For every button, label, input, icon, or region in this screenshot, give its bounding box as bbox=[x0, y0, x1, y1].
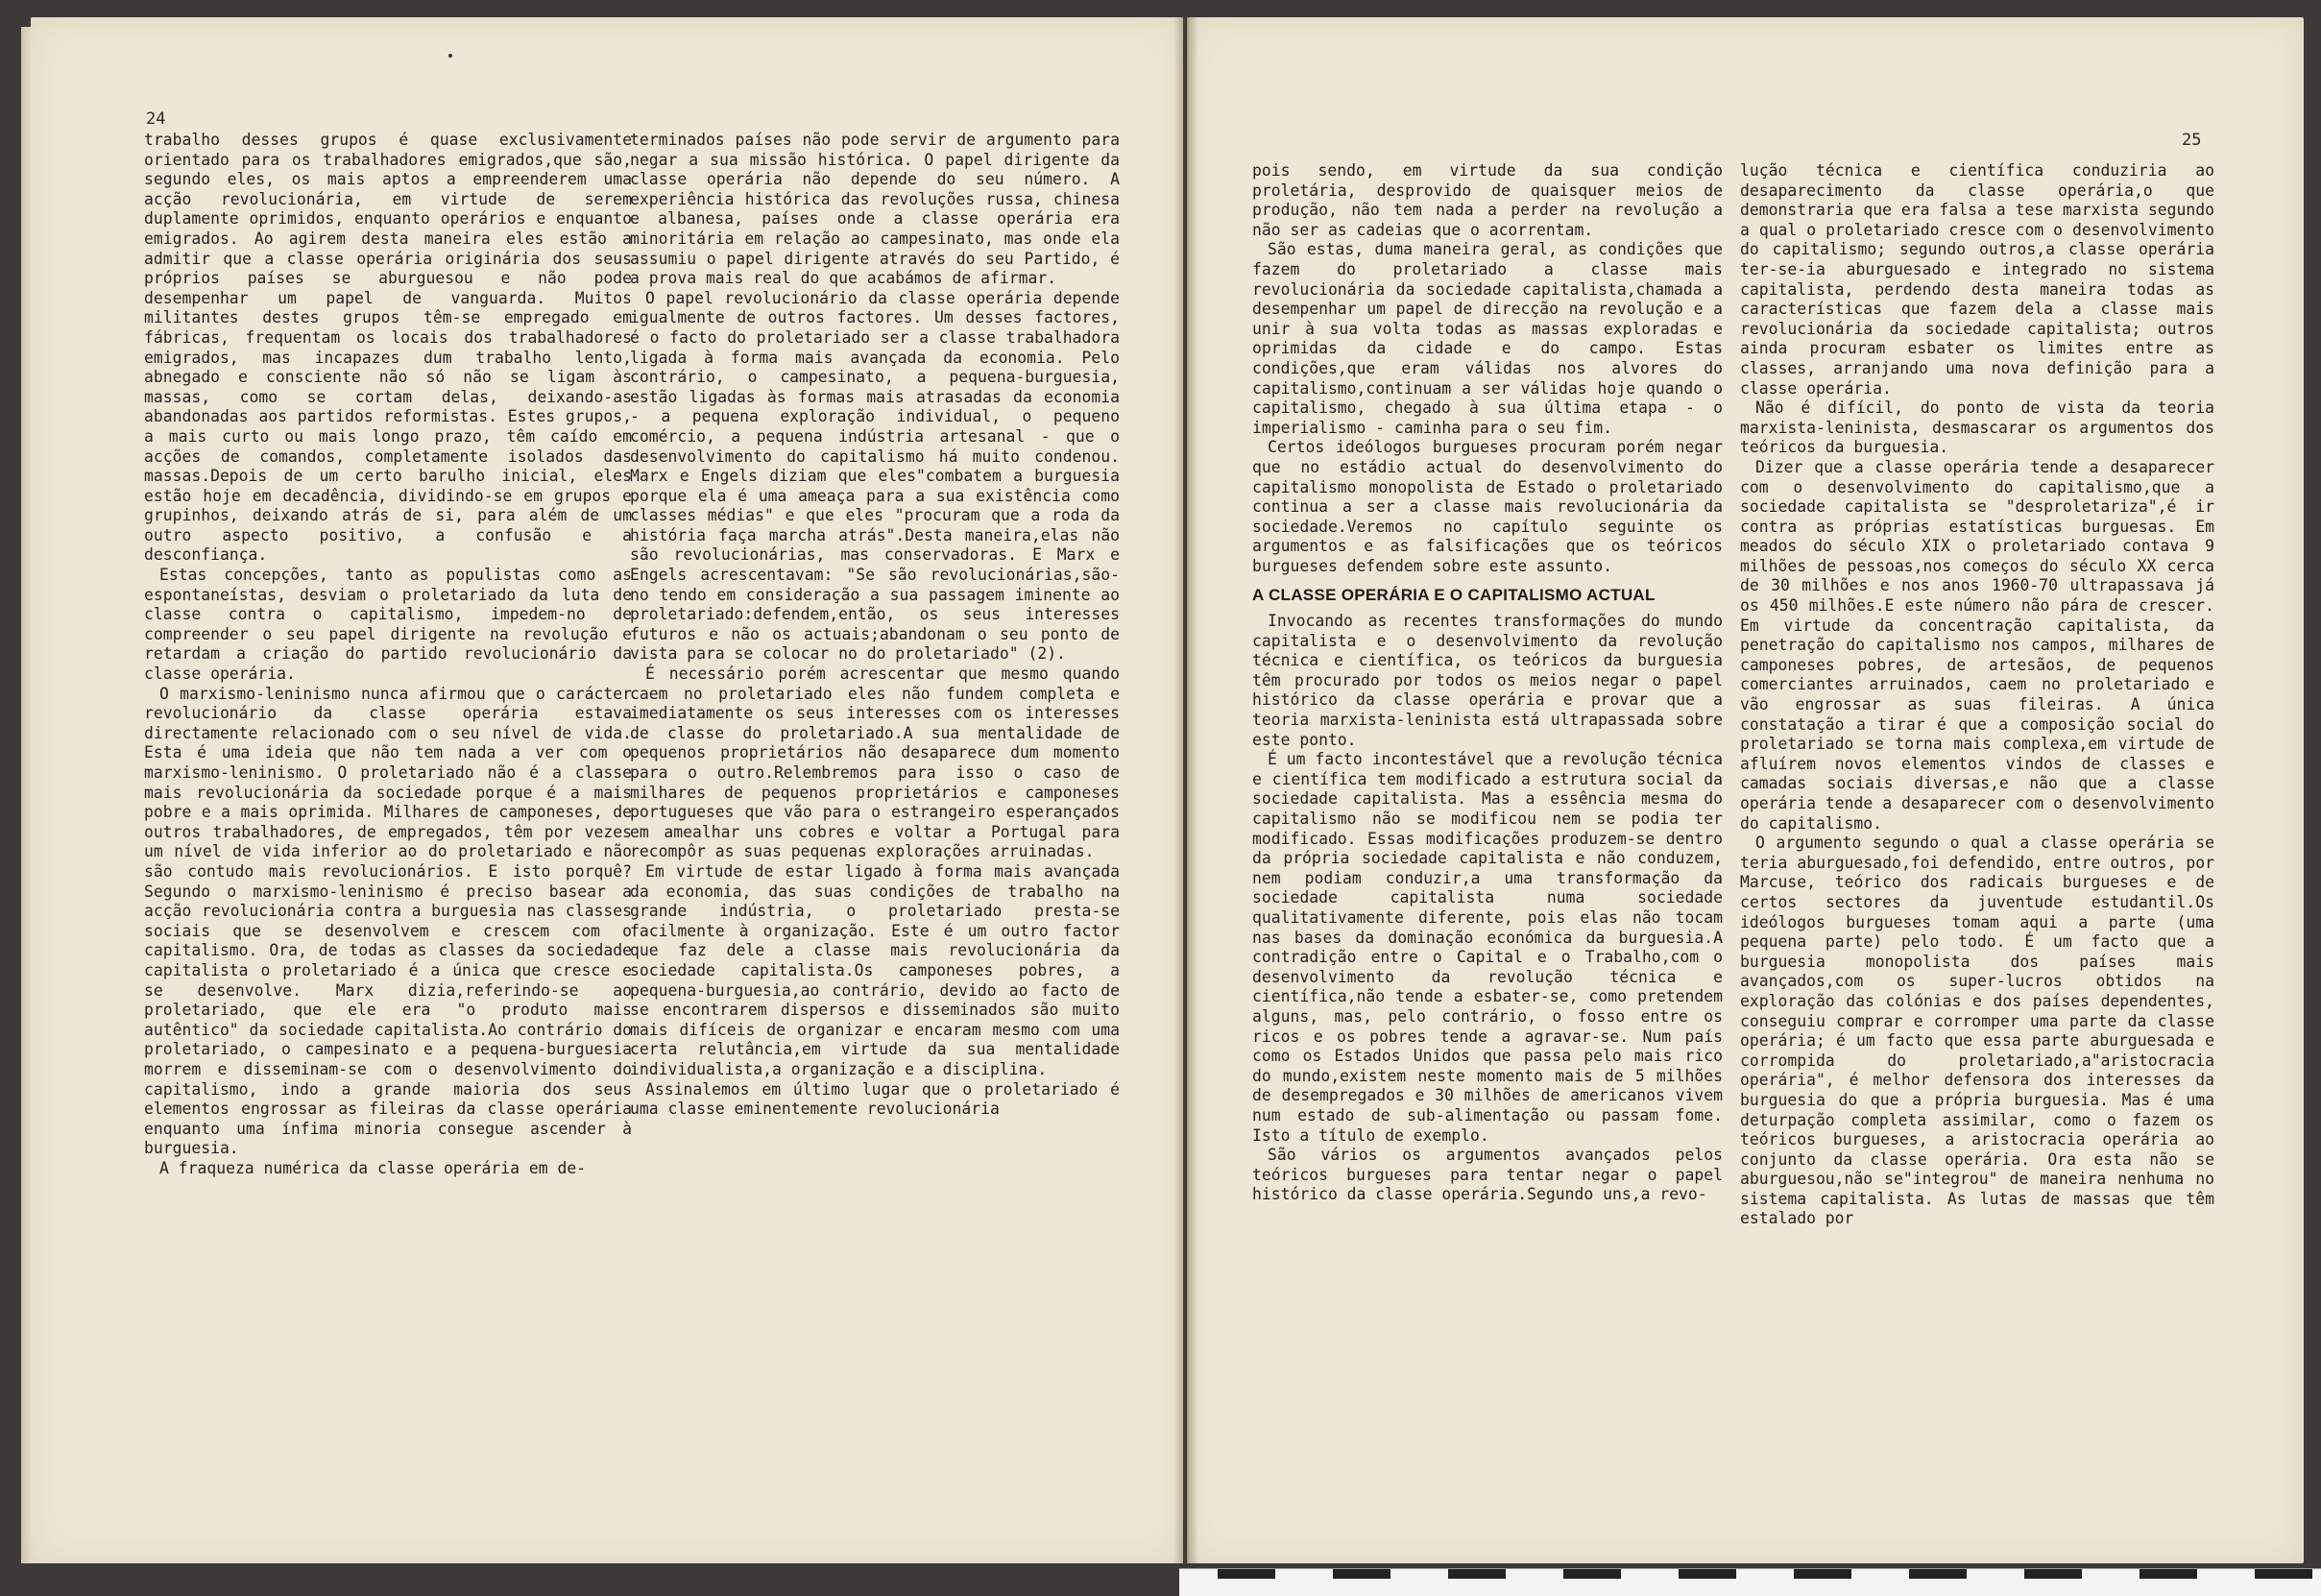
ruler-segment bbox=[2255, 1569, 2312, 1579]
right-column-1 bbox=[1252, 161, 1723, 1205]
paragraph: Não é difícil, do ponto de vista da teoria marxista-leninista, desmascarar os argumentos dos teóricos da burguesia. bbox=[1740, 399, 2214, 457]
paragraph: É um facto incontestável que a revolução técnica e científica tem modificado a estrutura social da sociedade capitalista. Mas a essência mesma do capitalismo não se modificou nem se podia ter modificado. Essas modificações produzem-se dentro da própria sociedade capitalista e não conduzem, nem podiam conduzir,a uma transformação da sociedade capitalista numa sociedade qualitativamente diferente, pois elas não tocam nas bases da dominação económica da burguesia.A contradição entre o Capital e o Trabalho,com o desenvolvimento da revolução técnica e científica,não tende a esbater-se, como pretendem alguns, mas, pelo contrário, o fosso entre os ricos e os pobres tende a agravar-se. Num país como os Estados Unidos que passa pelo mais rico do mundo,existem neste momento mais de 5 milhões de desempregados e 30 milhões de americanos vivem num estado de sub-alimentação ou passam fome. Isto a título de exemplo. bbox=[1252, 750, 1723, 1145]
ruler-segment bbox=[2140, 1569, 2197, 1579]
paragraph: lução técnica e científica conduziria ao desaparecimento da classe operária,o que demonstraria que era falsa a tese marxista segundo a qual o proletariado cresce com o desenvolvimento do capitalismo; segundo outros,a classe operária ter-se-ia aburguesado e integrado no sistema capitalista, perdendo desta maneira todas as características que fazem dela a classe mais revolucionária da sociedade capitalista; outros ainda procuram esbater os limites entre as classes, arranjando uma nova definição para a classe operária. bbox=[1740, 161, 2214, 398]
paragraph: Estas concepções, tanto as populistas como as espontaneístas, desviam o proletariado da luta de classe contra o capitalismo, impedem-no de compreender o seu papel dirigente na revolução e retardam a criação do partido revolucionário da classe operária. bbox=[144, 566, 632, 684]
paragraph: O argumento segundo o qual a classe operária se teria aburguesado,foi defendido, entre outros, por Marcuse, teórico dos radicais burgueses e de certos sectores da juventude estudantil.Os ideólogos burgueses tomam aqui a parte (uma pequena parte) pelo todo. É um facto que a burguesia monopolista dos países mais avançados,com os super-lucros obtidos na exploração das colónias e dos países dependentes, conseguiu comprar e corromper uma parte da classe operária; é um facto que essa parte aburguesada e corrompida do proletariado,a"aristocracia operária", é melhor defensora dos interesses da burguesia do que a própria burguesia. Mas é uma deturpação completa assimilar, como o fazem os teóricos burgueses, a aristocracia operária ao conjunto da classe operária. Ora esta não se aburguesou,não se"integrou" de maneira nenhuma no sistema capitalista. As lutas de massas que têm estalado por bbox=[1740, 834, 2214, 1228]
paragraph: Assinalemos em último lugar que o proletariado é uma classe eminentemente revolucionária bbox=[630, 1079, 1120, 1119]
paragraph: terminados países não pode servir de argumento para negar a sua missão histórica. O papel dirigente da classe operária não depende do seu número. A experiência histórica das revoluções russa, chinesa e albanesa, países onde a classe operária era minoritária em relação ao campesinato, mas onde ela assumiu o papel dirigente através do seu Partido, é a prova mais real do que acabámos de afirmar. bbox=[630, 131, 1120, 288]
paragraph: Invocando as recentes transformações do mundo capitalista e o desenvolvimento da revolução técnica e científica, os teóricos da burguesia têm procurado por todos os meios negar o papel histórico da classe operária e provar que a teoria marxista-leninista está ultrapassada sobre este ponto. bbox=[1252, 612, 1723, 749]
ink-speck bbox=[448, 54, 452, 58]
right-page bbox=[1187, 17, 2304, 1563]
paragraph: pois sendo, em virtude da sua condição proletária, desprovido de quaisquer meios de produção, não tem nada a perder na revolução a não ser as cadeias que o acorrentam. bbox=[1252, 161, 1723, 239]
paragraph: Certos ideólogos burgueses procuram porém negar que no estádio actual do desenvolvimento do capitalismo monopolista de Estado o proletariado continua a ser a classe mais revolucionária da sociedade.Veremos no capítulo seguinte os argumentos e as falsificações que os teóricos burgueses defendem sobre este assunto. bbox=[1252, 438, 1723, 575]
ruler-segment bbox=[2024, 1569, 2082, 1579]
right-column-2 bbox=[1740, 161, 2214, 1229]
right-page-number: 25 bbox=[2182, 131, 2202, 150]
paragraph: Em virtude de estar ligado à forma mais avançada da economia, das suas condições de trabalho na grande indústria, o proletariado presta-se facilmente à organização. Este é um outro factor que faz dele a classe mais revolucionária da sociedade capitalista.Os camponeses pobres, a pequena-burguesia,ao contrário, devido ao facto de se encontrarem dispersos e disseminados são muito mais difíceis de organizar e encaram mesmo com uma certa relutância,em virtude da sua mentalidade individualista,a organização e a disciplina. bbox=[630, 861, 1120, 1078]
paragraph: Dizer que a classe operária tende a desaparecer com o desenvolvimento do capitalismo,que a sociedade capitalista se "desproletariza",é ir contra as próprias estatísticas burguesas. Em meados do século XIX o proletariado contava 9 milhões de pessoas,nos começos do século XX cerca de 30 milhões e nos anos 1960-70 ultrapassava já os 450 milhões.E este número não pára de crescer. Em virtude da concentração capitalista, da penetração do capitalismo nos campos, milhares de camponeses pobres, de artesãos, de pequenos comerciantes arruinados, caem no proletariado e vão engrossar as suas fileiras. A única constatação a tirar é que a composição social do proletariado se torna mais complexa,em virtude de afluírem novos elementos vindos de classes e camadas sociais diversas,e não que a classe operária tende a desaparecer com o desenvolvimento do capitalismo. bbox=[1740, 457, 2214, 833]
left-column-1 bbox=[144, 131, 632, 1178]
ruler-segment bbox=[1794, 1569, 1851, 1579]
ruler-segment bbox=[1218, 1569, 1275, 1579]
left-page bbox=[31, 17, 1183, 1563]
ruler-segment bbox=[1679, 1569, 1736, 1579]
ruler-segment bbox=[1563, 1569, 1621, 1579]
paragraph: A fraqueza numérica da classe operária em de- bbox=[159, 1158, 587, 1177]
paragraph: O papel revolucionário da classe operária depende igualmente de outros factores. Um desses factores, é o facto do proletariado ser a classe trabalhadora ligada à forma mais avançada da economia. Pelo contrário, o campesinato, a pequena-burguesia, estão ligadas às formas mais atrasadas da economia - a pequena exploração individual, o pequeno comércio, a pequena indústria artesanal - que o desenvolvimento do capitalismo há muito condenou. Marx e Engels diziam que eles"combatem a burguesia porque ela é uma ameaça para a sua existência como classes médias" e que eles "procuram que a roda da história faça marcha atrás".Desta maneira,elas não são revolucionárias, mas conservadoras. E Marx e Engels acrescentavam: "Se são revolucionárias,são-no tendo em consideração a sua passagem iminente ao proletariado:defendem,então, os seus interesses futuros e não os actuais;abandonam o seu ponto de vista para se colocar no do proletariado" (2). bbox=[630, 288, 1120, 664]
left-page-number: 24 bbox=[146, 109, 166, 129]
ruler-segment bbox=[1909, 1569, 1967, 1579]
ruler-segment bbox=[1333, 1569, 1390, 1579]
paragraph: O marxismo-leninismo nunca afirmou que o carácter revolucionário da classe operária estava directamente relacionado com o seu nível de vida. Esta é uma ideia que não tem nada a ver com o marxismo-leninismo. O proletariado não é a classe mais revolucionária da sociedade porque é a mais pobre e a mais oprimida. Milhares de camponeses, de outros trabalhadores, de empregados, têm por vezes um nível de vida inferior ao do proletariado e não são contudo mais revolucionários. E isto porquê? Segundo o marxismo-leninismo é preciso basear a acção revolucionária contra a burguesia nas classes sociais que se desenvolvem e crescem com o capitalismo. Ora, de todas as classes da sociedade capitalista o proletariado é a única que cresce e se desenvolve. Marx dizia,referindo-se ao proletariado, que ele era "o produto mais autêntico" da sociedade capitalista.Ao contrário do proletariado, o campesinato e a pequena-burguesia morrem e disseminam-se com o desenvolvimento do capitalismo, indo a grande maioria dos seus elementos engrossar as fileiras da classe operária enquanto uma ínfima minoria consegue ascender à burguesia. bbox=[144, 684, 632, 1158]
paragraph: São estas, duma maneira geral, as condições que fazem do proletariado a classe mais revolucionária da sociedade capitalista,chamada a desempenhar um papel de direcção na revolução e a unir à sua volta todas as massas exploradas e oprimidas da cidade e do campo. Estas condições,que eram válidas nos alvores do capitalismo,continuam a ser válidas hoje quando o capitalismo, chegado à sua última etapa - o imperialismo - caminha para o seu fim. bbox=[1252, 240, 1723, 437]
book-gutter bbox=[1173, 17, 1198, 1563]
scale-ruler bbox=[1179, 1568, 2321, 1596]
section-heading: A CLASSE OPERÁRIA E O CAPITALISMO ACTUAL bbox=[1252, 586, 1656, 605]
ruler-segment bbox=[1448, 1569, 1506, 1579]
paragraph: É necessário porém acrescentar que mesmo quando caem no proletariado eles não fundem completa e imediatamente os seus interesses com os interesses de classe do proletariado.A sua mentalidade de pequenos proprietários não desaparece dum momento para o outro.Relembremos para isso o caso de milhares de pequenos proprietários e camponeses portugueses que vão para o estrangeiro esperançados em amealhar uns cobres e voltar a Portugal para recompôr as suas pequenas explorações arruinadas. bbox=[630, 665, 1120, 861]
left-column-2 bbox=[630, 131, 1120, 1120]
paragraph: trabalho desses grupos é quase exclusivamente orientado para os trabalhadores emigrados,que são, segundo eles, os mais aptos a empreenderem uma acção revolucionária, em virtude de serem duplamente oprimidos, enquanto operários e enquanto emigrados. Ao agirem desta maneira eles estão a admitir que a classe operária originária dos seus próprios países se aburguesou e não pode desempenhar um papel de vanguarda. Muitos militantes destes grupos têm-se empregado em fábricas, frequentam os locais dos trabalhadores emigrados, mas incapazes dum trabalho lento, abnegado e consciente não só não se ligam às massas, como se cortam delas, deixando-as abandonadas aos partidos reformistas. Estes grupos, a mais curto ou mais longo prazo, têm caído em acções de comandos, completamente isolados das massas.Depois de um certo barulho inicial, eles estão hoje em decadência, dividindo-se em grupos e grupinhos, deixando atrás de si, para além de um outro aspecto positivo, a confusão e a desconfiança. bbox=[144, 131, 632, 565]
paragraph: São vários os argumentos avançados pelos teóricos burgueses para tentar negar o papel histórico da classe operária.Segundo uns,a revo- bbox=[1252, 1146, 1723, 1204]
